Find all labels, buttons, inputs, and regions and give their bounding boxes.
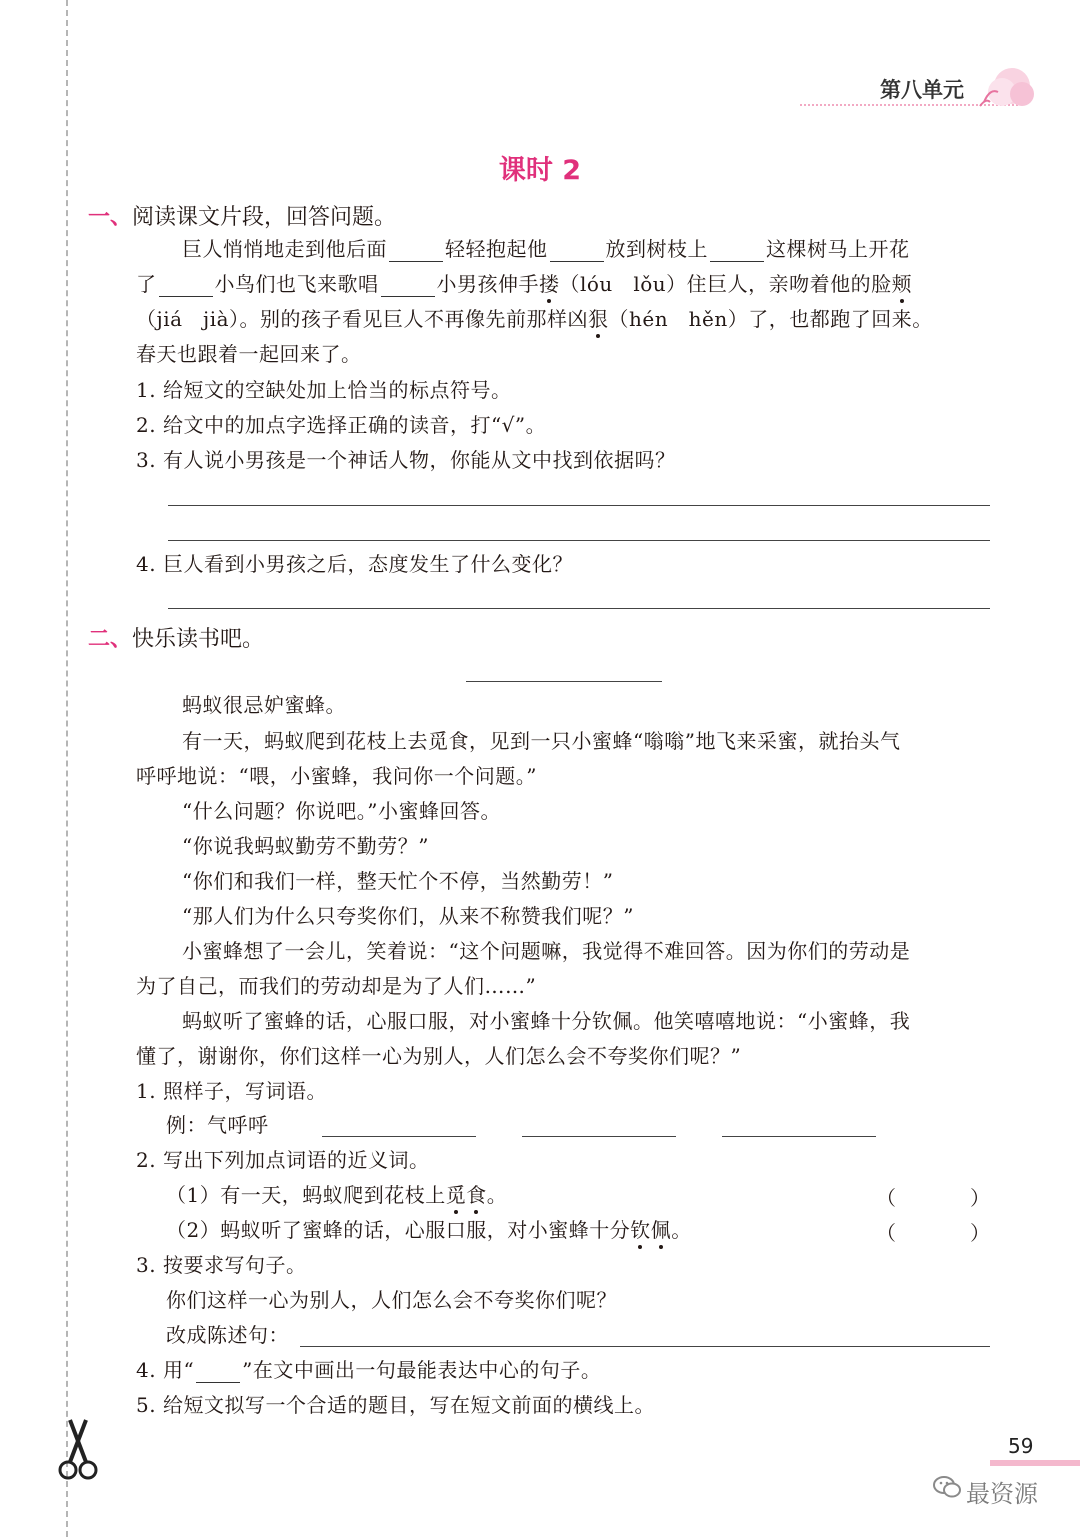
section1-number: 一、 bbox=[88, 205, 133, 230]
s2-question-1: 1. 照样子，写词语。 bbox=[136, 1079, 327, 1103]
section2-heading bbox=[88, 622, 264, 653]
story-line: 呼呼地说：“喂，小蜜蜂，我问你一个问题。” bbox=[136, 764, 537, 788]
s2-q3-prompt: 改成陈述句： bbox=[166, 1323, 289, 1347]
s1-question-3: 3. 有人说小男孩是一个神话人物，你能从文中找到依据吗？ bbox=[136, 448, 676, 472]
passage-text: （jiá jià）。别的孩子看见巨人不再像先前那样凶 bbox=[136, 307, 589, 331]
passage-line-2 bbox=[136, 271, 912, 297]
passage-text: （hén hěn）了，也都跑了回来。 bbox=[608, 307, 933, 331]
item-text: 。 bbox=[486, 1183, 508, 1207]
passage-text: 了 bbox=[136, 272, 157, 296]
answer-paren-open: （ bbox=[876, 1186, 896, 1210]
page-number: 59 bbox=[1008, 1434, 1034, 1458]
passage-text: 轻轻抱起他 bbox=[445, 237, 548, 261]
dotted-char: 狠 bbox=[588, 307, 609, 331]
story-line: “你说我蚂蚁勤劳不勤劳？” bbox=[182, 834, 429, 858]
dotted-char: 佩 bbox=[650, 1218, 672, 1242]
punctuation-blank[interactable] bbox=[710, 241, 764, 262]
s2-question-3: 3. 按要求写句子。 bbox=[136, 1253, 307, 1277]
scissors-icon bbox=[56, 1418, 102, 1488]
section1-heading bbox=[88, 200, 396, 231]
passage-text: 小鸟们也飞来歌唱 bbox=[214, 272, 379, 296]
lesson-title: 课时 2 bbox=[498, 155, 582, 186]
passage-line-4: 春天也跟着一起回来了。 bbox=[136, 342, 362, 366]
s2-question-5: 5. 给短文拟写一个合适的题目，写在短文前面的横线上。 bbox=[136, 1393, 655, 1417]
passage-text: （lóu lǒu）住巨人，亲吻着他的脸 bbox=[559, 272, 892, 296]
story-line: “那人们为什么只夸奖你们，从来不称赞我们呢？” bbox=[182, 904, 634, 928]
dotted-char: 搂 bbox=[539, 272, 560, 296]
section2-title: 快乐读书吧。 bbox=[132, 627, 265, 652]
passage-text: 小男孩伸手 bbox=[436, 272, 539, 296]
wechat-icon bbox=[932, 1474, 962, 1504]
unit-title: 第八单元 bbox=[880, 78, 964, 102]
section1-title: 阅读课文片段，回答问题。 bbox=[132, 205, 397, 230]
passage-line-1 bbox=[182, 236, 910, 262]
answer-line[interactable] bbox=[168, 505, 990, 506]
item-text: （2）蚂蚁听了蜜蜂的话，心服口服，对小蜜蜂十分 bbox=[166, 1218, 631, 1242]
punctuation-blank[interactable] bbox=[389, 241, 443, 262]
s2-q3-sentence: 你们这样一心为别人，人们怎么会不夸奖你们呢？ bbox=[166, 1288, 617, 1312]
answer-line[interactable] bbox=[168, 608, 990, 609]
story-title-blank[interactable] bbox=[466, 681, 662, 682]
passage-text: 巨人悄悄地走到他后面 bbox=[182, 237, 387, 261]
passage-text: 这棵树马上开花 bbox=[766, 237, 910, 261]
story-line: 小蜜蜂想了一会儿，笑着说：“这个问题嘛，我觉得不难回答。因为你们的劳动是 bbox=[182, 939, 911, 963]
story-line: 懂了，谢谢你，你们这样一心为别人，人们怎么会不夸奖你们呢？” bbox=[136, 1044, 742, 1068]
s2-question-4 bbox=[136, 1357, 601, 1383]
dotted-char: 觅 bbox=[445, 1183, 467, 1207]
story-line: 蚂蚁很忌妒蜜蜂。 bbox=[182, 693, 346, 717]
question-text: 4. 用“ bbox=[136, 1358, 195, 1382]
s2-question-2: 2. 写出下列加点词语的近义词。 bbox=[136, 1148, 430, 1172]
s1-question-1: 1. 给短文的空缺处加上恰当的标点符号。 bbox=[136, 378, 512, 402]
punctuation-blank[interactable] bbox=[381, 276, 435, 297]
story-line: 有一天，蚂蚁爬到花枝上去觅食，见到一只小蜜蜂“嗡嗡”地飞来采蜜，就抬头气 bbox=[182, 729, 901, 753]
section2-number: 二、 bbox=[88, 627, 133, 652]
s2-q2-item-2 bbox=[166, 1217, 692, 1243]
story-line: 蚂蚁听了蜜蜂的话，心服口服，对小蜜蜂十分钦佩。他笑嘻嘻地说：“小蜜蜂，我 bbox=[182, 1009, 911, 1033]
answer-line[interactable] bbox=[300, 1346, 990, 1347]
dotted-char: 颊 bbox=[891, 272, 913, 296]
s1-question-2: 2. 给文中的加点字选择正确的读音，打“√”。 bbox=[136, 413, 547, 437]
s2-q1-example: 例：气呼呼 bbox=[166, 1113, 269, 1137]
underline-sample bbox=[196, 1362, 240, 1383]
s2-q2-item-1 bbox=[166, 1182, 507, 1208]
watermark-text: 最资源 bbox=[966, 1480, 1038, 1508]
passage-line-3 bbox=[136, 306, 933, 332]
dotted-char: 食 bbox=[466, 1183, 487, 1207]
page-number-bar bbox=[990, 1460, 1080, 1466]
passage-text: 放到树枝上 bbox=[605, 237, 708, 261]
answer-paren-open: （ bbox=[876, 1221, 896, 1245]
word-blank[interactable] bbox=[322, 1136, 476, 1137]
punctuation-blank[interactable] bbox=[159, 276, 213, 297]
story-line: 为了自己，而我们的劳动却是为了人们……” bbox=[136, 974, 537, 998]
word-blank[interactable] bbox=[722, 1136, 876, 1137]
s1-question-4: 4. 巨人看到小男孩之后，态度发生了什么变化？ bbox=[136, 552, 573, 576]
question-text: ”在文中画出一句最能表达中心的句子。 bbox=[242, 1358, 602, 1382]
story-line: “什么问题？你说吧。”小蜜蜂回答。 bbox=[182, 799, 501, 823]
answer-paren-close: ） bbox=[970, 1186, 990, 1210]
flower-icon bbox=[978, 62, 1038, 114]
cut-line bbox=[66, 0, 68, 1537]
story-line: “你们和我们一样，整天忙个不停，当然勤劳！” bbox=[182, 869, 614, 893]
dotted-char: 钦 bbox=[630, 1218, 651, 1242]
word-blank[interactable] bbox=[522, 1136, 676, 1137]
item-text: （1）有一天，蚂蚁爬到花枝上 bbox=[166, 1183, 446, 1207]
answer-line[interactable] bbox=[168, 540, 990, 541]
item-text: 。 bbox=[671, 1218, 692, 1242]
punctuation-blank[interactable] bbox=[550, 241, 604, 262]
answer-paren-close: ） bbox=[970, 1221, 990, 1245]
